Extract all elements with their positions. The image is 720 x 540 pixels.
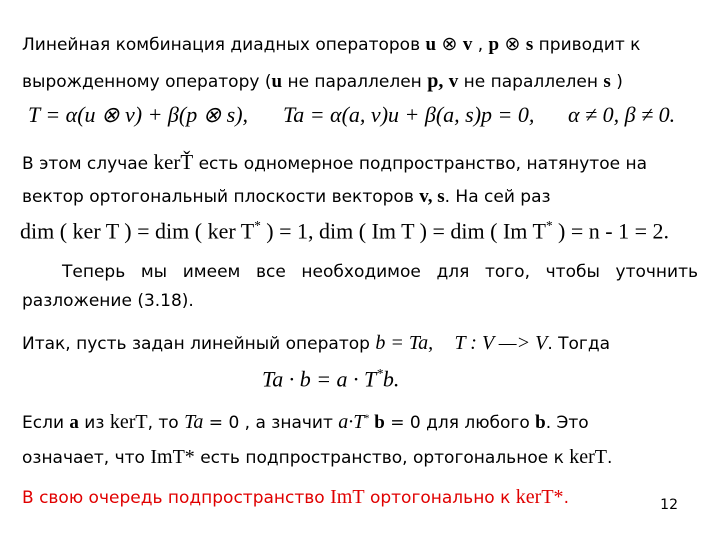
page-number: 12 bbox=[660, 497, 678, 513]
vector-a: a bbox=[69, 412, 79, 433]
tensor-symbol: ⊗ bbox=[504, 34, 521, 55]
text-line-1 bbox=[22, 33, 640, 56]
vector-u: u bbox=[425, 34, 437, 55]
text-segment: = 0 для любого bbox=[384, 413, 536, 433]
text-line-2 bbox=[22, 70, 623, 93]
vector-s: s bbox=[525, 34, 534, 55]
text-segment: означает, что bbox=[22, 448, 151, 468]
vector-b: b bbox=[535, 412, 546, 433]
text-segment: В этом случае bbox=[22, 154, 154, 174]
text-segment: . bbox=[607, 448, 613, 468]
formula-T-definition: T = α(u ⊗ v) + β(p ⊗ s), bbox=[28, 102, 249, 127]
formula-part: ) = n - 1 = 2. bbox=[552, 218, 669, 244]
formula-aT: a·T bbox=[338, 411, 365, 433]
text-line-7 bbox=[22, 332, 610, 355]
formula-part: dim ( ker T ) = dim ( ker T bbox=[20, 218, 255, 244]
text-line-6: разложение (3.18). bbox=[22, 291, 194, 311]
image-symbol: ImT* bbox=[150, 446, 195, 468]
image-symbol: ImT bbox=[330, 486, 365, 508]
formula-part: Ta · b = a · T bbox=[262, 366, 377, 392]
formula-adjoint bbox=[262, 366, 399, 392]
text-segment: Итак, пусть задан линейный оператор bbox=[22, 334, 376, 354]
formula-part: ) = 1, dim ( Im T ) = dim ( Im T bbox=[260, 218, 546, 244]
star-superscript: * bbox=[376, 366, 383, 381]
text-line-5: Теперь мы имеем все необходимое для того, чтобы уточнить bbox=[62, 262, 698, 282]
text-line-9 bbox=[22, 446, 612, 469]
text-segment: . Это bbox=[545, 413, 589, 433]
text-segment: вырожденному оператору ( bbox=[22, 72, 272, 92]
formula-Ta: Ta bbox=[184, 411, 204, 433]
text-segment: ) bbox=[610, 72, 623, 92]
text-segment: не параллелен bbox=[458, 72, 604, 92]
vector-v: v bbox=[462, 34, 473, 55]
kernel-symbol: kerT bbox=[109, 411, 148, 433]
text-line-10-highlight bbox=[22, 486, 569, 509]
text-segment: Если bbox=[22, 413, 70, 433]
formula-Ta-zero: Ta = α(a, v)u + β(a, s)p = 0, bbox=[283, 102, 535, 127]
tensor-symbol: ⊗ bbox=[441, 34, 458, 55]
text-segment: есть одномерное подпространство, натянутое на bbox=[193, 154, 648, 174]
formula-coefficients: α ≠ 0, β ≠ 0. bbox=[568, 102, 676, 127]
text-segment: , то bbox=[147, 413, 185, 433]
vector-b: b bbox=[369, 412, 385, 433]
vectors-v-s: v, s bbox=[419, 186, 445, 207]
text-segment: приводит к bbox=[533, 35, 641, 55]
text-line-3 bbox=[22, 150, 647, 175]
star-superscript: * bbox=[364, 413, 370, 425]
kernel-symbol: kerŤ bbox=[153, 150, 194, 174]
formula-part: b. bbox=[382, 366, 400, 392]
vector-p: p, bbox=[427, 70, 444, 92]
formula-T-map: T : V —> V bbox=[454, 332, 548, 354]
star-superscript: * bbox=[254, 218, 261, 233]
kernel-symbol: kerT bbox=[569, 446, 608, 468]
vector-p: p bbox=[488, 34, 500, 55]
text-segment: В свою очередь подпространство bbox=[22, 488, 331, 508]
kernel-symbol: kerT* bbox=[515, 486, 564, 508]
text-line-8 bbox=[22, 411, 589, 434]
text-segment: из bbox=[78, 413, 110, 433]
vector-v: v bbox=[448, 71, 459, 92]
text-segment: есть подпространство, ортогональное к bbox=[194, 448, 570, 468]
comma: , bbox=[472, 35, 489, 55]
star-superscript: * bbox=[545, 218, 553, 233]
text-line-4 bbox=[22, 186, 551, 208]
formula-dimensions bbox=[20, 218, 669, 244]
text-segment: . Тогда bbox=[547, 334, 611, 354]
text-segment: не параллелен bbox=[282, 72, 428, 92]
text-segment: Линейная комбинация диадных операторов bbox=[22, 35, 426, 55]
vector-u: u bbox=[271, 71, 283, 92]
text-segment: . bbox=[563, 488, 569, 508]
text-segment: ортогонально к bbox=[364, 488, 516, 508]
text-segment: вектор ортогональный плоскости векторов bbox=[22, 187, 420, 207]
text-segment: . На сей раз bbox=[444, 187, 551, 207]
text-segment: = 0 , а значит bbox=[203, 413, 339, 433]
formula-b-Ta: b = Ta, bbox=[375, 332, 434, 354]
vector-s: s bbox=[603, 71, 611, 92]
